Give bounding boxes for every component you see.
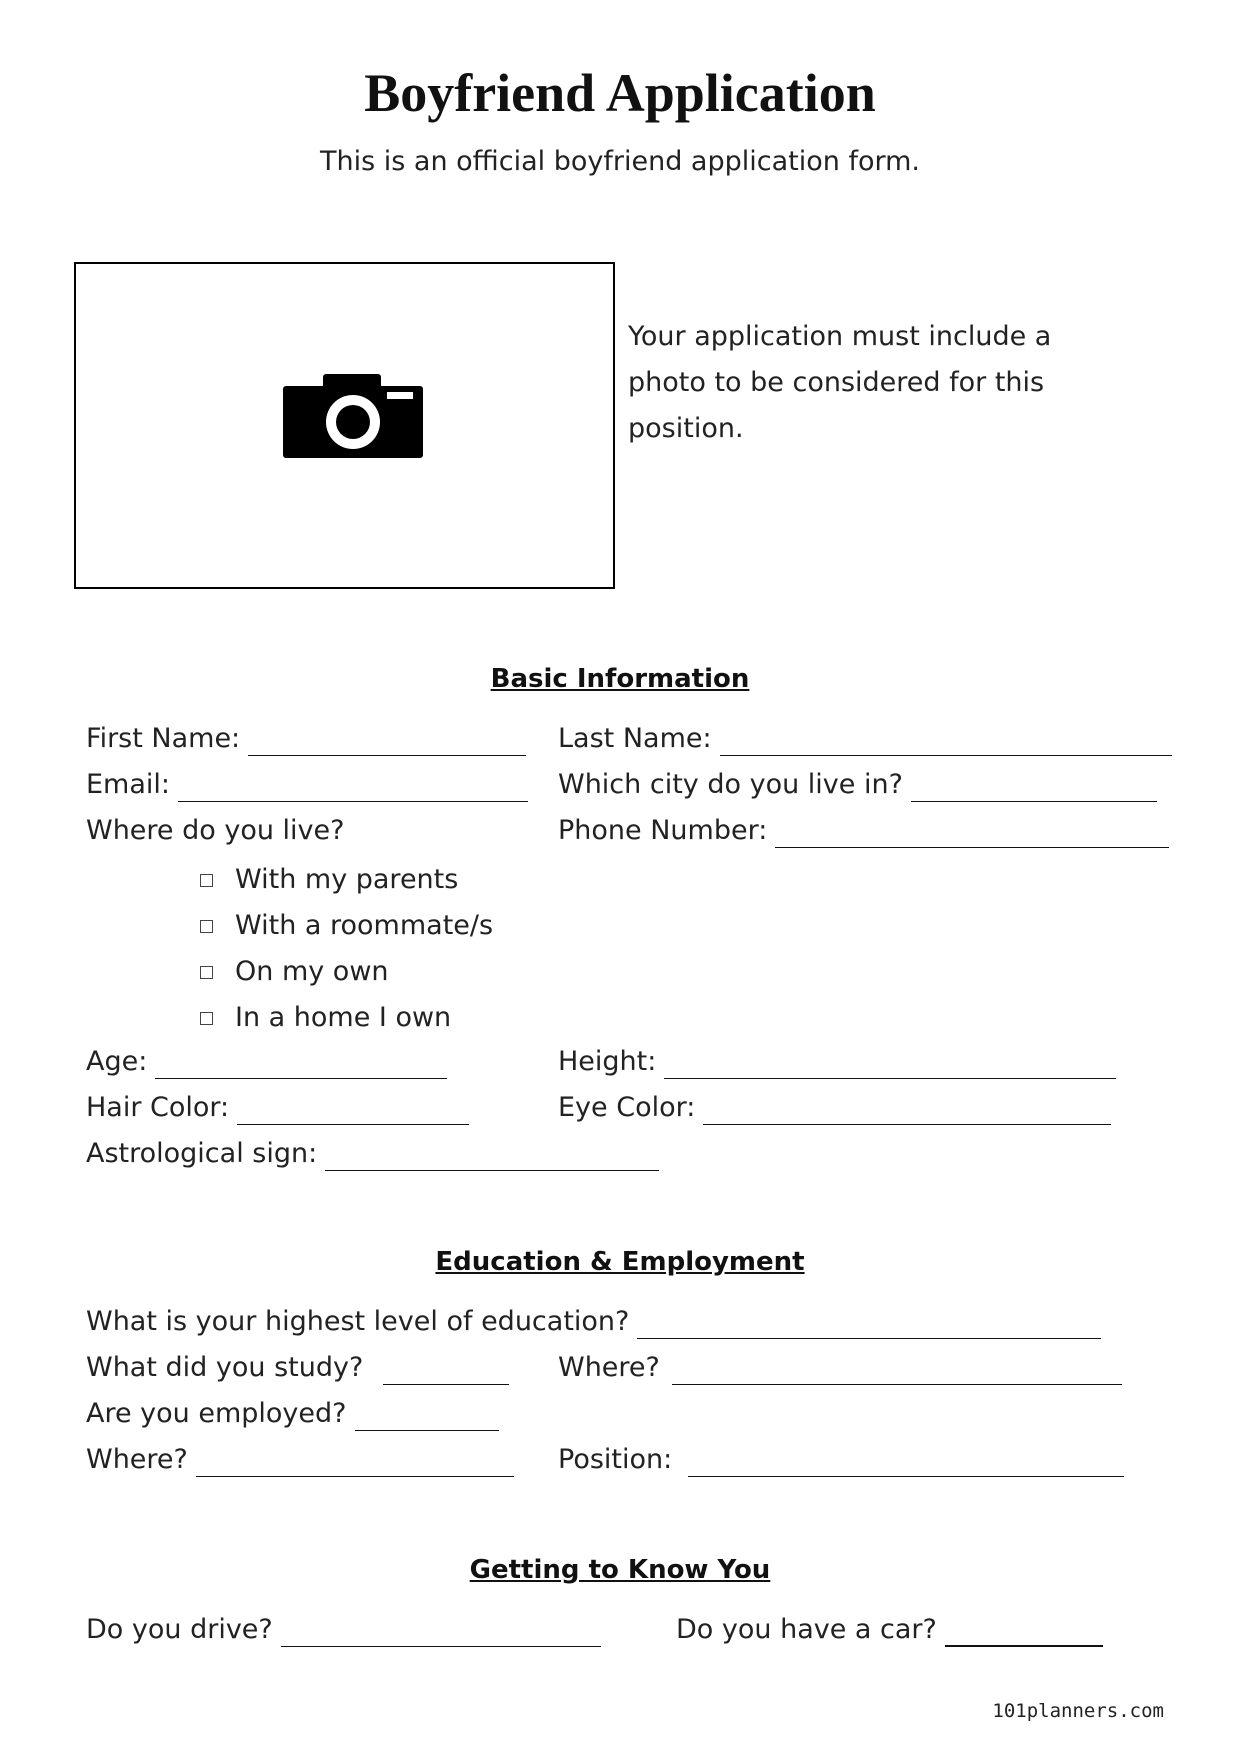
eye-color-line[interactable]	[703, 1098, 1111, 1125]
last-name-line[interactable]	[720, 729, 1172, 756]
checkbox[interactable]	[200, 1012, 213, 1025]
footer-website: 101planners.com	[992, 1700, 1164, 1722]
page-subtitle: This is an official boyfriend application form.	[320, 146, 920, 177]
photo-upload-box[interactable]	[74, 262, 615, 589]
photo-note: Your application must include a photo to be considered for this position.	[628, 321, 1052, 444]
option-label: With a roommate/s	[235, 910, 494, 941]
study-where-field[interactable]	[558, 1351, 1122, 1385]
option-with-roommate[interactable]	[200, 909, 493, 943]
employed-line[interactable]	[355, 1404, 499, 1431]
position-label: Position:	[558, 1444, 673, 1475]
city-label: Which city do you live in?	[558, 769, 903, 800]
email-field[interactable]	[86, 768, 528, 802]
drive-field[interactable]	[86, 1613, 601, 1647]
study-where-label: Where?	[558, 1352, 660, 1383]
phone-line[interactable]	[775, 821, 1169, 848]
drive-line[interactable]	[281, 1620, 601, 1647]
work-where-line[interactable]	[196, 1450, 514, 1477]
option-with-parents[interactable]	[200, 863, 458, 897]
height-line[interactable]	[664, 1052, 1116, 1079]
position-line[interactable]	[688, 1450, 1124, 1477]
work-where-field[interactable]	[86, 1443, 514, 1477]
astrological-sign-label: Astrological sign:	[86, 1138, 318, 1169]
phone-label: Phone Number:	[558, 815, 768, 846]
work-where-label: Where?	[86, 1444, 188, 1475]
education-level-field[interactable]	[86, 1305, 1101, 1339]
last-name-field[interactable]	[558, 722, 1172, 756]
email-label: Email:	[86, 769, 171, 800]
camera-icon	[283, 374, 423, 458]
height-label: Height:	[558, 1046, 657, 1077]
employed-field[interactable]	[86, 1397, 499, 1431]
last-name-label: Last Name:	[558, 723, 712, 754]
age-label: Age:	[86, 1046, 148, 1077]
checkbox[interactable]	[200, 874, 213, 887]
study-where-line[interactable]	[672, 1358, 1122, 1385]
study-line[interactable]	[383, 1358, 509, 1385]
age-field[interactable]	[86, 1045, 447, 1079]
basic-information-heading: Basic Information	[490, 664, 750, 694]
study-label: What did you study?	[86, 1352, 364, 1383]
age-line[interactable]	[155, 1052, 447, 1079]
astrological-sign-line[interactable]	[325, 1144, 659, 1171]
city-line[interactable]	[911, 775, 1157, 802]
where-live-label: Where do you live?	[86, 815, 345, 846]
employed-label: Are you employed?	[86, 1398, 347, 1429]
hair-color-label: Hair Color:	[86, 1092, 230, 1123]
first-name-field[interactable]	[86, 722, 526, 756]
position-field[interactable]	[558, 1443, 1124, 1477]
hair-color-line[interactable]	[237, 1098, 469, 1125]
eye-color-field[interactable]	[558, 1091, 1111, 1125]
education-level-label: What is your highest level of education?	[86, 1306, 630, 1337]
eye-color-label: Eye Color:	[558, 1092, 696, 1123]
checkbox[interactable]	[200, 920, 213, 933]
where-live-label-row	[86, 814, 344, 848]
phone-field[interactable]	[558, 814, 1169, 848]
drive-label: Do you drive?	[86, 1614, 273, 1645]
hair-color-field[interactable]	[86, 1091, 469, 1125]
page-title: Boyfriend Application	[364, 63, 876, 123]
education-level-line[interactable]	[637, 1312, 1101, 1339]
getting-to-know-you-heading: Getting to Know You	[469, 1555, 771, 1585]
option-label: On my own	[235, 956, 389, 987]
checkbox[interactable]	[200, 966, 213, 979]
option-home-i-own[interactable]	[200, 1001, 451, 1035]
education-employment-heading: Education & Employment	[435, 1247, 805, 1277]
astrological-sign-field[interactable]	[86, 1137, 659, 1171]
height-field[interactable]	[558, 1045, 1116, 1079]
first-name-label: First Name:	[86, 723, 241, 754]
first-name-line[interactable]	[248, 729, 526, 756]
option-label: In a home I own	[235, 1002, 452, 1033]
car-field[interactable]	[676, 1613, 1103, 1647]
city-field[interactable]	[558, 768, 1157, 802]
car-label: Do you have a car?	[676, 1614, 937, 1645]
option-label: With my parents	[235, 864, 459, 895]
email-line[interactable]	[178, 775, 528, 802]
car-line[interactable]	[945, 1619, 1103, 1647]
study-field[interactable]	[86, 1351, 509, 1385]
option-on-my-own[interactable]	[200, 955, 389, 989]
